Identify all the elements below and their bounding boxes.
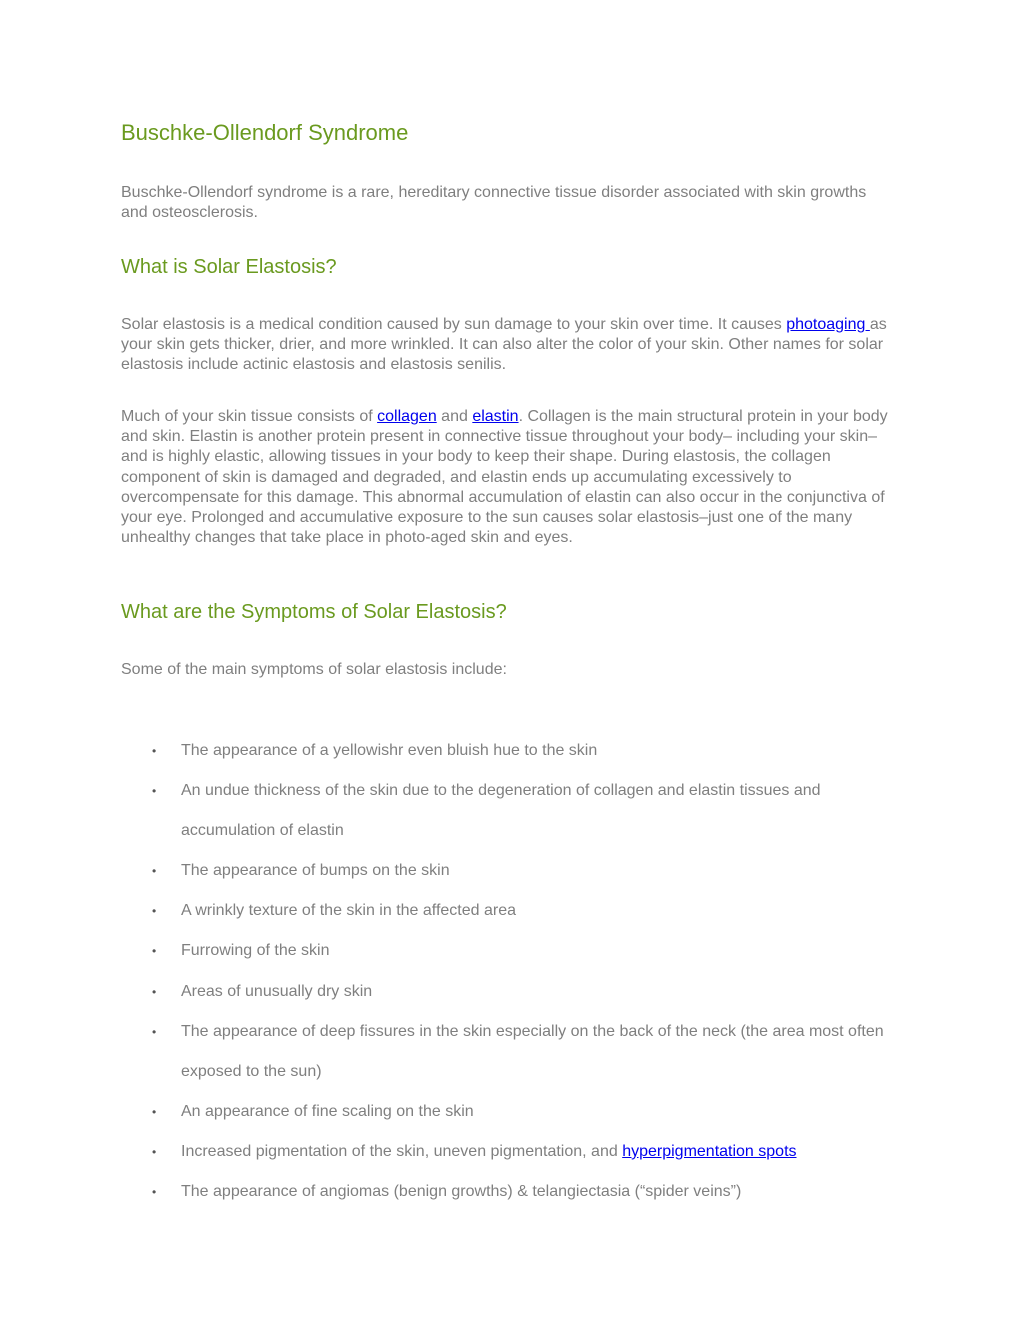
definition-text-end: as your skin gets thicker, drier, and more wrinkled. It can also alter the color of your skin. Other names for solar elastosis include actinic elastosis and elastosis senilis. — [121, 316, 887, 374]
definition-text-start: Solar elastosis is a medical condition caused by sun damage to your skin over time. It causes — [121, 316, 787, 333]
list-item-text: The appearance of angiomas (benign growths) & telangiectasia (“spider veins”) — [181, 1183, 742, 1201]
elastin-link[interactable]: elastin — [472, 408, 519, 425]
bullet-icon: • — [152, 944, 157, 959]
bullet-icon: • — [152, 904, 157, 919]
bullet-icon: • — [152, 1024, 157, 1039]
collagen-link[interactable]: collagen — [377, 408, 437, 425]
bullet-icon: • — [152, 784, 157, 799]
photoaging-link[interactable]: photoaging — [786, 316, 870, 333]
list-item — [121, 891, 891, 931]
list-item — [121, 931, 891, 971]
bullet-icon: • — [152, 864, 157, 879]
list-item — [121, 851, 891, 891]
definition-paragraph — [121, 315, 891, 376]
page-title: Buschke-Ollendorf Syndrome — [121, 120, 409, 145]
list-item-text: The appearance of bumps on the skin — [181, 862, 450, 880]
list-item — [121, 731, 891, 771]
symptoms-intro: Some of the main symptoms of solar elastosis include: — [121, 661, 507, 678]
bullet-icon: • — [152, 1104, 157, 1119]
collagen-text-start: Much of your skin tissue consists of — [121, 408, 378, 425]
section-heading-symptoms: What are the Symptoms of Solar Elastosis? — [121, 601, 507, 623]
bullet-icon: • — [152, 1185, 157, 1200]
list-item-text: The appearance of a yellowishr even bluish hue to the skin — [181, 742, 598, 759]
list-item — [121, 1132, 891, 1172]
hyperpigmentation-spots-link[interactable]: hyperpigmentation spots — [622, 1142, 797, 1160]
list-item — [121, 1172, 891, 1212]
symptoms-list — [121, 731, 891, 1212]
bullet-icon: • — [152, 744, 157, 758]
list-item — [121, 771, 891, 851]
list-item-text: An appearance of fine scaling on the skin — [181, 1102, 474, 1120]
section-heading-solar-elastosis: What is Solar Elastosis? — [121, 256, 337, 278]
bullet-icon: • — [152, 1144, 157, 1159]
list-item-text: Areas of unusually dry skin — [181, 982, 373, 1000]
intro-paragraph: Buschke-Ollendorf syndrome is a rare, hereditary connective tissue disorder associated with skin growths and osteosclerosis. — [121, 184, 867, 222]
list-item-text: A wrinkly texture of the skin in the affected area — [181, 902, 516, 920]
bullet-icon: • — [152, 984, 157, 999]
list-item-text: Increased pigmentation of the skin, uneven pigmentation, and — [181, 1142, 623, 1160]
collagen-text-and: and — [436, 408, 473, 425]
list-item — [121, 972, 891, 1012]
list-item-text: Furrowing of the skin — [181, 942, 330, 960]
list-item — [121, 1012, 891, 1092]
collagen-text-end: . Collagen is the main structural protein in your body and skin. Elastin is another protein present in connective tissue throughout your body– including your skin–and is highly elastic, allowing tissues in your body to keep their shape. During elastosis, the collagen component of skin is damaged and degraded, and elastin ends up accumulating excessively to overcompensate for this damage. This abnormal accumulation of elastin can also occur in the conjunctiva of your eye. Prolonged and accumulative exposure to the sun causes solar elastosis–just one of the many unhealthy changes that take place in photo-aged skin and eyes. — [121, 408, 888, 547]
list-item — [121, 1092, 891, 1132]
list-item-text: The appearance of deep fissures in the skin especially on the back of the neck (the area most often exposed to the sun) — [181, 1022, 884, 1080]
list-item-text: An undue thickness of the skin due to the degeneration of collagen and elastin tissues and accumulation of elastin — [181, 782, 821, 840]
collagen-elastin-paragraph — [121, 407, 891, 548]
